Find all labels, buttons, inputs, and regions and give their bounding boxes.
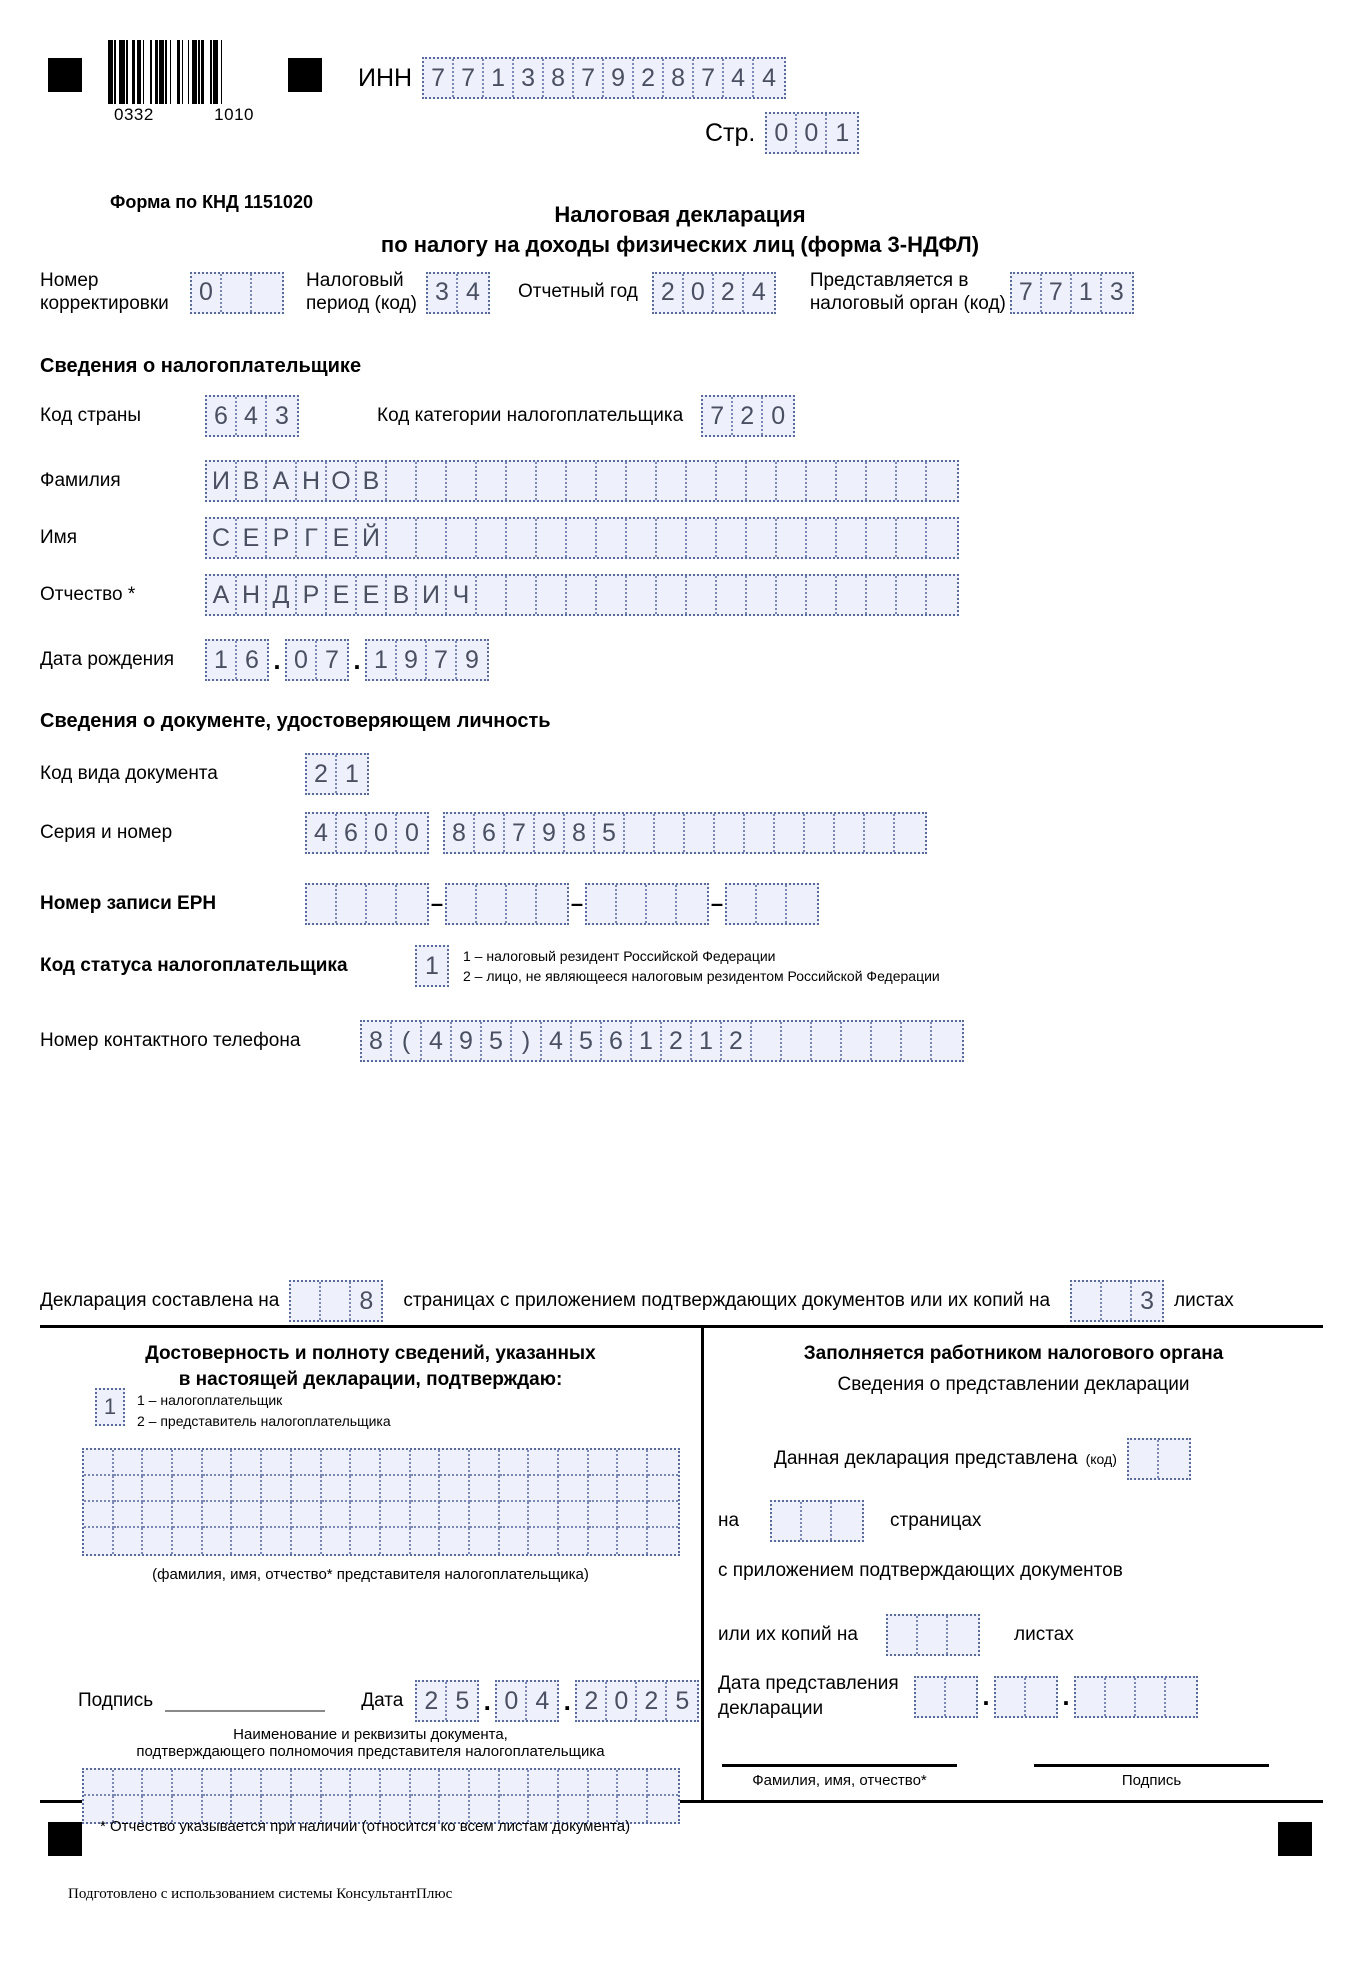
title-line-2: по налогу на доходы физических лиц (форма 3-НДФЛ) [380,231,980,257]
category-code-label: Код категории налогоплательщика [377,405,684,426]
barcode-number-left: 0332 [114,105,154,124]
taxpayer-section-title: Сведения о налогоплательщике [40,355,362,377]
office-sheets-field[interactable] [886,1614,980,1656]
country-code-row [40,395,795,437]
tax-office-field[interactable]: 7 7 1 3 [1010,272,1134,314]
ern-part-4-field[interactable] [725,883,819,925]
inn-field[interactable]: 7 7 1 3 8 7 9 2 8 7 4 4 [422,57,786,99]
signature-line[interactable] [165,1690,325,1712]
signature-label: Подпись [78,1690,154,1711]
confirm-date-year-field[interactable]: 2 0 2 5 [575,1680,699,1722]
phone-label: Номер контактного телефона [40,1030,301,1051]
date-separator-dot: . [1062,1681,1070,1712]
office-date-label: Дата представления декларации [718,1673,899,1719]
knd-code: Форма по КНД 1151020 [110,192,313,212]
tax-period-field[interactable]: 3 4 [426,272,490,314]
status-code-notes: 1 – налоговый резидент Российской Федерации 2 – лицо, не являющееся налоговым резидентом Российской Федерации [463,947,940,984]
tax-office-panel [704,1328,1323,1800]
inn-label: ИНН [358,63,413,92]
confirm-date-month-field[interactable]: 0 4 [495,1680,559,1722]
office-date-row [718,1672,1198,1721]
birthdate-label: Дата рождения [40,649,175,670]
country-code-label: Код страны [40,405,142,426]
declaration-text-1: Декларация составлена на [40,1290,280,1311]
signature-block [40,1325,1323,1803]
corner-mark-bottom-left [48,1822,82,1856]
date-separator-dot: . [982,1681,990,1712]
tax-office-title: Заполняется работником налогового органа [803,1343,1224,1364]
firstname-label: Имя [40,527,78,548]
office-signature-line [1034,1764,1269,1767]
declaration-text-3: листах [1174,1290,1234,1311]
office-fio-caption: Фамилия, имя, отчество* [752,1772,927,1789]
office-date-year-field[interactable] [1074,1676,1198,1718]
ern-dash: – [710,891,724,916]
date-separator-dot: . [353,644,361,675]
firstname-row [40,517,959,559]
ern-part-3-field[interactable] [585,883,709,925]
office-copies-label: или их копий на [718,1624,858,1645]
page-title [0,200,1360,259]
office-signature-caption: Подпись [1121,1772,1182,1789]
doctype-field[interactable]: 2 1 [305,753,369,795]
office-attach-label: с приложением подтверждающих документов [718,1560,1123,1581]
tax-office-subtitle: Сведения о представлении декларации [837,1373,1190,1395]
birth-year-field[interactable]: 1 9 7 9 [365,639,489,681]
series-number-row [40,812,927,854]
phone-field[interactable]: 8 ( 4 9 5 ) 4 5 6 1 2 1 2 [360,1020,964,1062]
office-date-month-field[interactable] [994,1676,1058,1718]
date-separator-dot: . [273,644,281,675]
barcode-number-right: 1010 [214,105,254,124]
date-separator-dot: . [563,1685,571,1716]
declaration-pages-field[interactable]: 8 [289,1280,383,1322]
corner-mark-top-right-inner [288,58,322,92]
page-number-row [705,112,859,154]
correction-field[interactable]: 0 [190,272,284,314]
taxpayer-confirmation-panel [40,1328,704,1800]
date-label: Дата [361,1690,404,1711]
doctype-label: Код вида документа [40,763,218,784]
correction-label: Номер корректировки [40,270,169,314]
status-code-row [40,945,940,987]
office-pages-field[interactable] [770,1500,864,1542]
category-code-field[interactable]: 7 2 0 [701,395,795,437]
ern-part-2-field[interactable] [445,883,569,925]
confirm-date-day-field[interactable]: 2 5 [415,1680,479,1722]
patronymic-row [40,574,959,616]
representative-name-caption: (фамилия, имя, отчество* представителя налогоплательщика) [152,1566,589,1583]
date-separator-dot: . [483,1685,491,1716]
page-label: Стр. [705,118,756,147]
representative-name-grid[interactable] [82,1448,680,1556]
office-pages-row [718,1500,981,1542]
office-fio-line [722,1764,957,1767]
doctype-row [40,753,369,795]
corner-mark-top-left [48,58,82,92]
surname-label: Фамилия [40,470,121,491]
authority-doc-caption: Наименование и реквизиты документа, подтверждающего полномочия представителя налогоплательщика [136,1726,605,1760]
confirmation-code-field[interactable]: 1 [95,1388,125,1426]
status-code-label: Код статуса налогоплательщика [40,955,348,976]
firstname-field[interactable]: С Е Р Г Е Й [205,517,959,559]
series-number-label: Серия и номер [40,822,173,843]
report-year-label: Отчетный год [518,281,638,303]
ern-dash: – [430,891,444,916]
patronymic-label: Отчество * [40,584,136,605]
signature-date-row [78,1680,699,1722]
birthdate-row [40,639,489,681]
office-attach-row [718,1560,1123,1582]
office-pages-label: страницах [890,1510,982,1531]
birth-month-field[interactable]: 0 7 [285,639,349,681]
birth-day-field[interactable]: 1 6 [205,639,269,681]
prepared-with-note: Подготовлено с использованием системы КонсультантПлюс [68,1886,453,1902]
office-date-day-field[interactable] [914,1676,978,1718]
office-on-label: на [718,1510,740,1531]
confirmation-title: Достоверность и полноту сведений, указанных в настоящей декларации, подтверждаю: [145,1343,596,1390]
ern-part-1-field[interactable] [305,883,429,925]
ern-dash: – [570,891,584,916]
phone-row [40,1020,964,1062]
declaration-text-2: страницах с приложением подтверждающих документов или их копий на [403,1290,1051,1311]
country-code-field[interactable]: 6 4 3 [205,395,299,437]
tax-period-label: Налоговый период (код) [306,270,417,314]
meta-fields-row [40,270,1330,316]
submitted-code-label: (код) [1085,1451,1117,1467]
patronymic-field[interactable]: А Н Д Р Е Е В И Ч [205,574,959,616]
surname-field[interactable]: И В А Н О В [205,460,959,502]
report-year-field[interactable]: 2 0 2 4 [652,272,776,314]
submitted-code-row [774,1438,1191,1480]
office-sheets-label: листах [1014,1624,1074,1645]
inn-row [358,57,786,99]
status-code-field[interactable]: 1 [415,945,449,987]
office-sheets-row [718,1614,1074,1656]
passport-series-field[interactable]: 4 6 0 0 [305,812,429,854]
declaration-pages-line [40,1280,1234,1322]
surname-row [40,460,959,502]
document-section-title: Сведения о документе, удостоверяющем личность [40,710,551,732]
ern-label: Номер записи ЕРН [40,893,217,914]
confirmation-code-block [95,1388,391,1432]
barcode [108,40,260,124]
authority-doc-grid[interactable] [82,1768,680,1824]
passport-number-field[interactable]: 8 6 7 9 8 5 [443,812,927,854]
tax-office-label: Представляется в налоговый орган (код) [809,270,1006,314]
submitted-code-field[interactable] [1127,1438,1191,1480]
patronymic-footnote: * Отчество указывается при наличии (относится ко всем листам документа) [100,1818,631,1835]
corner-mark-bottom-right [1278,1822,1312,1856]
page-number-field[interactable]: 0 0 1 [765,112,859,154]
ern-row [40,883,819,925]
declaration-sheets-field[interactable]: 3 [1070,1280,1164,1322]
confirmation-code-notes: 1 – налогоплательщик 2 – представитель налогоплательщика [137,1392,391,1429]
submitted-label: Данная декларация представлена [774,1448,1078,1469]
title-line-1: Налоговая декларация [554,202,806,227]
